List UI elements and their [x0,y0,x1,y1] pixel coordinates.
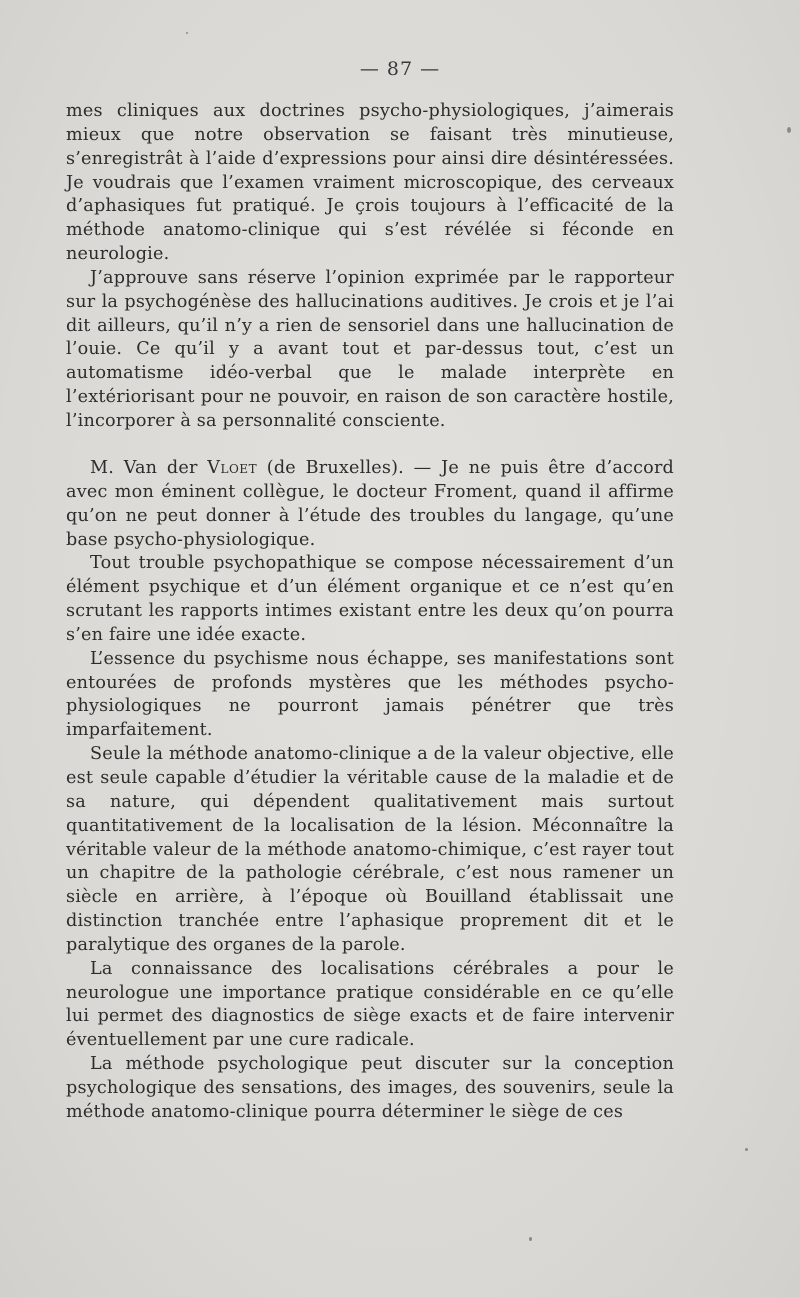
paragraph-essence: L’essence du psychisme nous échappe, ses manifestations sont entourées de profonds mystères que les méthodes psycho-physiologiques ne pourront jamais pénétrer que très imparfaitement. [66,648,674,741]
paragraph-psychologique: La méthode psychologique peut discuter sur la conception psychologique des sensations, des images, des souvenirs, seule la méthode anatomo-clinique pourra déterminer le siège de ces [66,1054,674,1122]
paragraph-trouble: Tout trouble psychopathique se compose nécessairement d’un élément psychique et d’un élément organique et ce n’est qu’en scrutant les rapports intimes existant entre les deux qu’on pourra s’en faire une idée exacte. [66,553,674,645]
paragraph-localisations: La connaissance des localisations cérébrales a pour le neurologue une importance pratique considérable en ce qu’elle lui permet des diagnostics de siège exacts et de faire intervenir éventuellement par une cure radicale. [66,958,674,1051]
speaker-title: M. Van der [90,458,198,478]
paper-speck [186,32,188,34]
page-number: — 87 — [359,58,441,80]
second-text-block [66,457,674,1125]
paper-speck [529,1237,532,1241]
paragraph-continuation: mes cliniques aux doctrines psycho-physiologiques, j’aimerais mieux que notre observation se faisant très minutieuse, s’enregistrât à l’aide d’expressions pour ainsi dire désintéressées. Je voudrais que l’examen vraiment microscopique, des cerveaux d’aphasiques fut pratiqué. Je çrois toujours à l’efficacité de la méthode anatomo-clinique qui s’est révélée si féconde en neurologie. [66,101,674,265]
first-text-block [66,100,674,434]
speaker-place: (de Bruxelles). — [266,458,432,478]
paragraph-methode: Seule la méthode anatomo-clinique a de la valeur objective, elle est seule capable d’étudier la véritable cause de la maladie et de sa nature, qui dépendent qualitativement mais surtout quantitativement de la localisation de la lésion. Méconnaître la véritable valeur de la méthode anatomo-chimique, c’est rayer tout un chapitre de la pathologie cérébrale, c’est nous ramener un siècle en arrière, à l’époque où Bouilland établissait une distinction tranchée entre l’aphasique proprement dit et le paralytique des organes de la parole. [66,744,674,955]
speaker-opening: Je ne puis être d’accord avec mon éminent collègue, le docteur Froment, quand il affirme qu’on ne peut donner à l’étude des troubles du langage, qu’une base psycho-physiologique. [66,458,675,550]
paragraph-speaker-intro [66,457,674,552]
paper-speck [745,1148,748,1151]
paragraph-hallucinations: J’approuve sans réserve l’opinion exprimée par le rapporteur sur la psychogénèse des hallucinations auditives. Je crois et je l’ai dit ailleurs, qu’il n’y a rien de sensoriel dans une hallucination de l’ouie. Ce qu’il y a avant tout et par-dessus tout, c’est un automatisme idéo-verbal que le malade interprète en l’extériorisant pour ne pouvoir, en raison de son caractère hostile, l’incorporer à sa personnalité consciente. [66,267,674,431]
paper-speck [787,127,791,133]
speaker-name: Vloet [207,458,258,478]
